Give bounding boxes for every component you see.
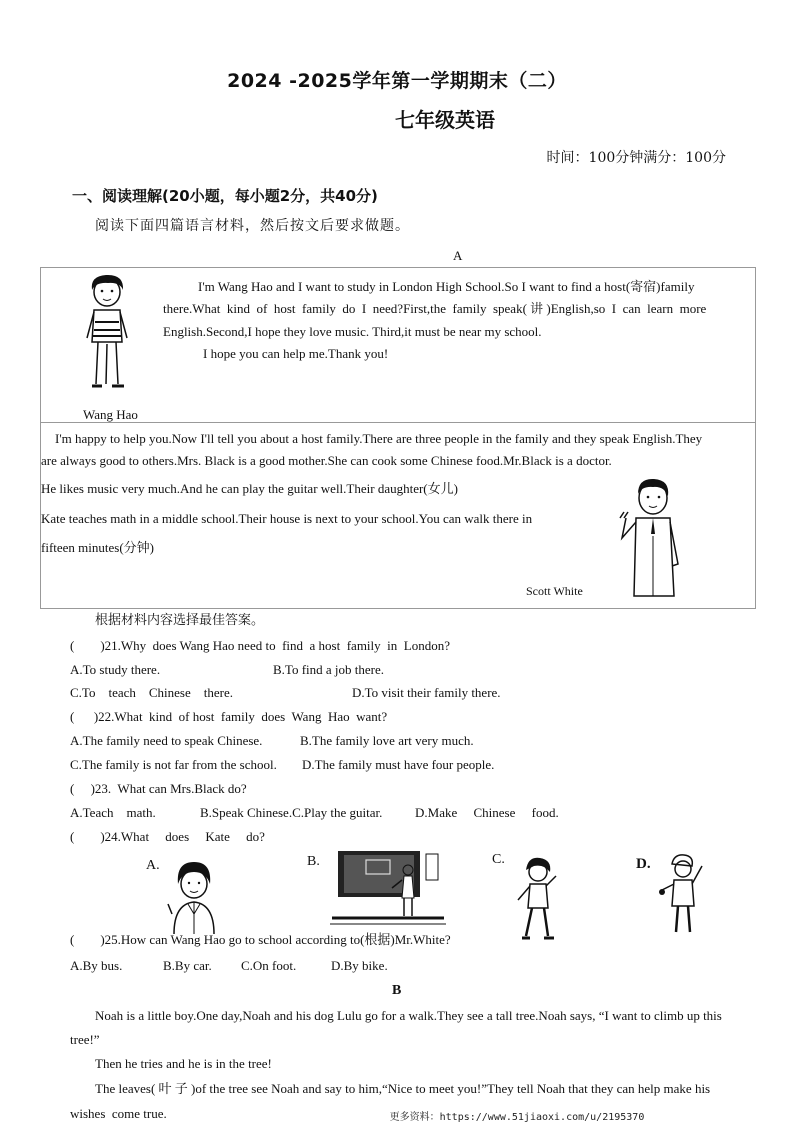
time-info: 时间：100分钟满分：100分 (546, 150, 726, 166)
q24-option-c-label: C. (492, 852, 505, 867)
q21-option-b: B.To find a job there. (273, 662, 385, 677)
scott-white-name: Scott White (526, 584, 583, 598)
passage-a-divider (40, 422, 756, 423)
question-24: ( )24.What does Kate do? (70, 829, 265, 844)
q21-option-d: D.To visit their family there. (352, 685, 501, 700)
q25-option-b: B.By car. (163, 958, 212, 973)
q24-teacher-picture[interactable] (330, 848, 446, 928)
question-22: ( )22.What kind of host family does Wang Hao want? (70, 709, 388, 724)
choose-prompt: 根据材料内容选择最佳答案。 (95, 612, 265, 627)
q22-option-c: C.The family is not far from the school. (70, 757, 277, 772)
wang-hao-name: Wang Hao (83, 407, 138, 422)
q25-option-d: D.By bike. (331, 958, 388, 973)
wang-text-line1: I'm Wang Hao and I want to study in London High School.So I want to find a host(寄宿)family (198, 279, 695, 294)
passage-a-label: A (453, 248, 463, 263)
wang-text-line3: English.Second,I hope they love music. Third,it must be near my school. (163, 324, 542, 339)
q24-guitar-picture[interactable] (512, 856, 564, 940)
passage-b-line2: tree!” (70, 1032, 100, 1047)
passage-b-line3: Then he tries and he is in the tree! (95, 1056, 272, 1071)
q23-option-d: D.Make Chinese food. (415, 805, 559, 820)
q24-doctor-picture[interactable] (166, 858, 222, 934)
q23-option-a: A.Teach math. (70, 805, 156, 820)
scott-white-illustration (608, 474, 694, 598)
scott-text-line3: He likes music very much.And he can play the guitar well.Their daughter(女儿) (41, 481, 458, 496)
passage-b-line1: Noah is a little boy.One day,Noah and his dog Lulu go for a walk.They see a tall tree.Noah says, “I want to climb up this (95, 1008, 722, 1023)
q22-option-d: D.The family must have four people. (302, 757, 495, 772)
scott-text-line5: fifteen minutes(分钟) (41, 540, 154, 555)
wang-hao-illustration (82, 272, 134, 394)
exam-subtitle: 七年级英语 (395, 108, 495, 132)
scott-text-line2: are always good to others.Mrs. Black is a good mother.She can cook some Chinese food.Mr.Black is a doctor. (41, 453, 612, 468)
q22-option-a: A.The family need to speak Chinese. (70, 733, 263, 748)
wang-text-line4: I hope you can help me.Thank you! (203, 346, 389, 361)
q24-option-a-label: A. (146, 858, 160, 873)
q24-cook-picture[interactable] (656, 852, 706, 936)
q22-option-b: B.The family love art very much. (300, 733, 474, 748)
q21-option-c: C.To teach Chinese there. (70, 685, 233, 700)
question-25: ( )25.How can Wang Hao go to school according to(根据)Mr.White? (70, 932, 451, 947)
q24-option-d-label: D. (636, 856, 651, 872)
q24-option-b-label: B. (307, 854, 320, 869)
question-21: ( )21.Why does Wang Hao need to find a host family in London? (70, 638, 450, 653)
footer-link[interactable]: 更多资料：https://www.51jiaoxi.com/u/2195370 (389, 1112, 645, 1123)
passage-b-label: B (392, 983, 402, 998)
section-instructions: 阅读下面四篇语言材料，然后按文后要求做题。 (95, 219, 410, 234)
q25-option-a: A.By bus. (70, 958, 123, 973)
exam-title: 2024 -2025学年第一学期期末（二） (227, 70, 567, 92)
section-heading: 一、阅读理解(20小题，每小题2分，共40分) (72, 187, 378, 205)
q21-option-a: A.To study there. (70, 662, 161, 677)
passage-b-line5: wishes come true. (70, 1106, 167, 1121)
wang-text-line2: there.What kind of host family do I need?First,the family speak( 讲 )English,so I can learn more (163, 301, 707, 316)
scott-text-line4: Kate teaches math in a middle school.Their house is next to your school.You can walk there in (41, 511, 533, 526)
scott-text-line1: I'm happy to help you.Now I'll tell you about a host family.There are three people in the family and they speak English.They (55, 431, 703, 446)
question-23: ( )23. What can Mrs.Black do? (70, 781, 247, 796)
q25-option-c: C.On foot. (241, 958, 297, 973)
q23-option-bc: B.Speak Chinese.C.Play the guitar. (200, 805, 383, 820)
passage-b-line4: The leaves( 叶 子 )of the tree see Noah and say to him,“Nice to meet you!”They tell Noah that they can help make his (95, 1081, 711, 1096)
